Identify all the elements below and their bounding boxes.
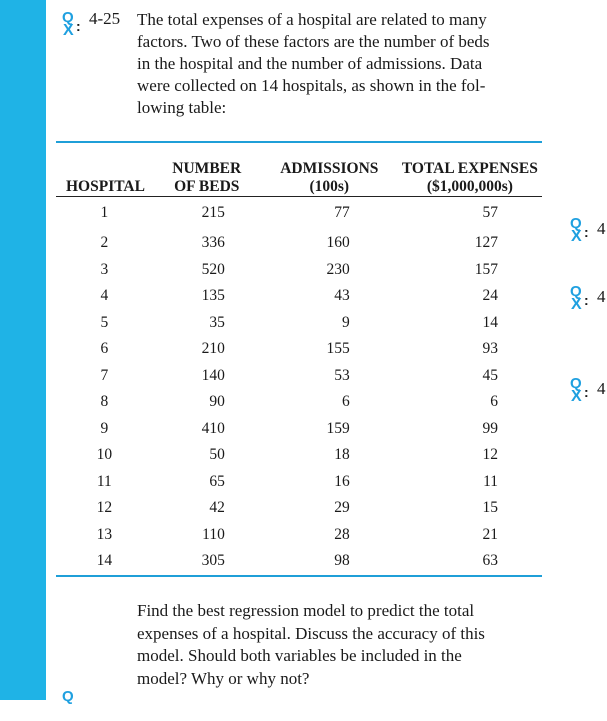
qx-icon: Q X : bbox=[570, 215, 589, 245]
expenses-cell: 45 bbox=[482, 366, 498, 384]
admissions-cell: 28 bbox=[334, 525, 350, 543]
expenses-cell: 99 bbox=[482, 419, 498, 437]
expenses-cell: 24 bbox=[482, 287, 498, 305]
hospital-cell: 12 bbox=[96, 499, 113, 517]
table-row bbox=[56, 442, 542, 469]
table-row bbox=[56, 196, 542, 230]
hospital-cell: 7 bbox=[100, 366, 109, 384]
beds-cell: 410 bbox=[201, 419, 225, 437]
hospital-cell: 2 bbox=[100, 234, 109, 252]
header-expenses: TOTAL EXPENSES ($1,000,000s) bbox=[401, 160, 538, 195]
expenses-cell: 157 bbox=[474, 260, 498, 278]
table-row bbox=[56, 522, 542, 549]
admissions-cell: 16 bbox=[334, 472, 350, 490]
table-row bbox=[56, 469, 542, 496]
header-beds: NUMBER OF BEDS bbox=[172, 160, 242, 195]
hospital-cell: 6 bbox=[100, 340, 109, 358]
beds-cell: 50 bbox=[209, 446, 225, 464]
hospital-cell: 13 bbox=[96, 525, 113, 543]
left-blue-margin bbox=[0, 0, 46, 700]
expenses-cell: 15 bbox=[482, 499, 498, 517]
beds-cell: 210 bbox=[201, 340, 225, 358]
table-row bbox=[56, 230, 542, 257]
question-line: expenses of a hospital. Discuss the accuracy of this bbox=[137, 623, 485, 643]
table-row bbox=[56, 416, 542, 443]
problem-line: were collected on 14 hospitals, as shown in the fol- bbox=[137, 76, 486, 95]
table-bottom-rule bbox=[56, 575, 542, 577]
problem-line: in the hospital and the number of admissions. Data bbox=[137, 54, 483, 73]
hospital-data-table bbox=[56, 146, 542, 575]
admissions-cell: 18 bbox=[334, 446, 350, 464]
expenses-cell: 21 bbox=[482, 525, 498, 543]
hospital-cell: 14 bbox=[96, 552, 113, 570]
hospital-cell: 4 bbox=[100, 287, 109, 305]
admissions-cell: 6 bbox=[341, 393, 350, 411]
beds-cell: 42 bbox=[209, 499, 225, 517]
qx-icon: Q bbox=[62, 688, 74, 705]
qx-icon: Q X : bbox=[570, 375, 589, 405]
question-text bbox=[137, 600, 547, 690]
beds-cell: 65 bbox=[209, 472, 225, 490]
table-header-row bbox=[56, 146, 542, 196]
header-hospital: HOSPITAL bbox=[66, 178, 145, 195]
expenses-cell: 93 bbox=[482, 340, 498, 358]
hospital-cell: 1 bbox=[100, 204, 109, 221]
table-row bbox=[56, 336, 542, 363]
hospital-cell: 5 bbox=[100, 313, 109, 331]
table-row bbox=[56, 363, 542, 390]
expenses-cell: 11 bbox=[483, 472, 498, 490]
beds-cell: 35 bbox=[209, 313, 225, 331]
admissions-cell: 230 bbox=[326, 260, 350, 278]
expenses-cell: 6 bbox=[490, 393, 498, 411]
beds-cell: 110 bbox=[202, 525, 225, 543]
hospital-cell: 11 bbox=[96, 472, 112, 490]
beds-cell: 336 bbox=[201, 234, 225, 252]
beds-cell: 215 bbox=[201, 204, 225, 221]
table-row bbox=[56, 310, 542, 337]
beds-cell: 90 bbox=[209, 393, 225, 411]
admissions-cell: 160 bbox=[326, 234, 350, 252]
admissions-cell: 53 bbox=[334, 366, 350, 384]
table-row bbox=[56, 548, 542, 575]
admissions-cell: 43 bbox=[334, 287, 350, 305]
expenses-cell: 63 bbox=[482, 552, 498, 570]
side-problem-number: 4 bbox=[597, 219, 606, 238]
hospital-cell: 9 bbox=[100, 419, 109, 437]
admissions-cell: 159 bbox=[326, 419, 350, 437]
question-line: Find the best regression model to predict the total bbox=[137, 601, 475, 620]
admissions-cell: 77 bbox=[334, 204, 350, 221]
table-body bbox=[56, 196, 542, 575]
hospital-cell: 8 bbox=[100, 393, 109, 411]
expenses-cell: 14 bbox=[482, 313, 498, 331]
table-row bbox=[56, 257, 542, 284]
problem-statement bbox=[137, 9, 547, 119]
beds-cell: 520 bbox=[201, 260, 225, 278]
admissions-cell: 98 bbox=[334, 552, 350, 570]
beds-cell: 140 bbox=[201, 366, 225, 384]
problem-line: The total expenses of a hospital are related to many bbox=[137, 10, 487, 29]
side-problem-number: 4 bbox=[597, 287, 606, 306]
question-line: model. Should both variables be included in the bbox=[137, 646, 462, 665]
admissions-cell: 9 bbox=[341, 313, 350, 331]
side-problem-number: 4 bbox=[597, 379, 606, 398]
beds-cell: 305 bbox=[201, 552, 225, 570]
hospital-cell: 3 bbox=[100, 260, 109, 278]
table-row bbox=[56, 283, 542, 310]
hospital-cell: 10 bbox=[96, 446, 113, 464]
expenses-cell: 127 bbox=[474, 234, 498, 252]
header-admissions: ADMISSIONS (100s) bbox=[280, 160, 379, 195]
expenses-cell: 57 bbox=[482, 204, 498, 221]
problem-line: factors. Two of these factors are the number of beds bbox=[137, 32, 490, 51]
problem-number: 4-25 bbox=[89, 9, 121, 28]
table-row bbox=[56, 389, 542, 416]
problem-line: lowing table: bbox=[137, 98, 227, 117]
admissions-cell: 155 bbox=[326, 340, 350, 358]
qx-icon: Q X : bbox=[62, 9, 81, 39]
qx-icon: Q X : bbox=[570, 283, 589, 313]
table-top-rule bbox=[56, 141, 542, 143]
beds-cell: 135 bbox=[201, 287, 225, 305]
expenses-cell: 12 bbox=[482, 446, 498, 464]
question-line: model? Why or why not? bbox=[137, 668, 310, 688]
admissions-cell: 29 bbox=[334, 499, 350, 517]
table-row bbox=[56, 495, 542, 522]
